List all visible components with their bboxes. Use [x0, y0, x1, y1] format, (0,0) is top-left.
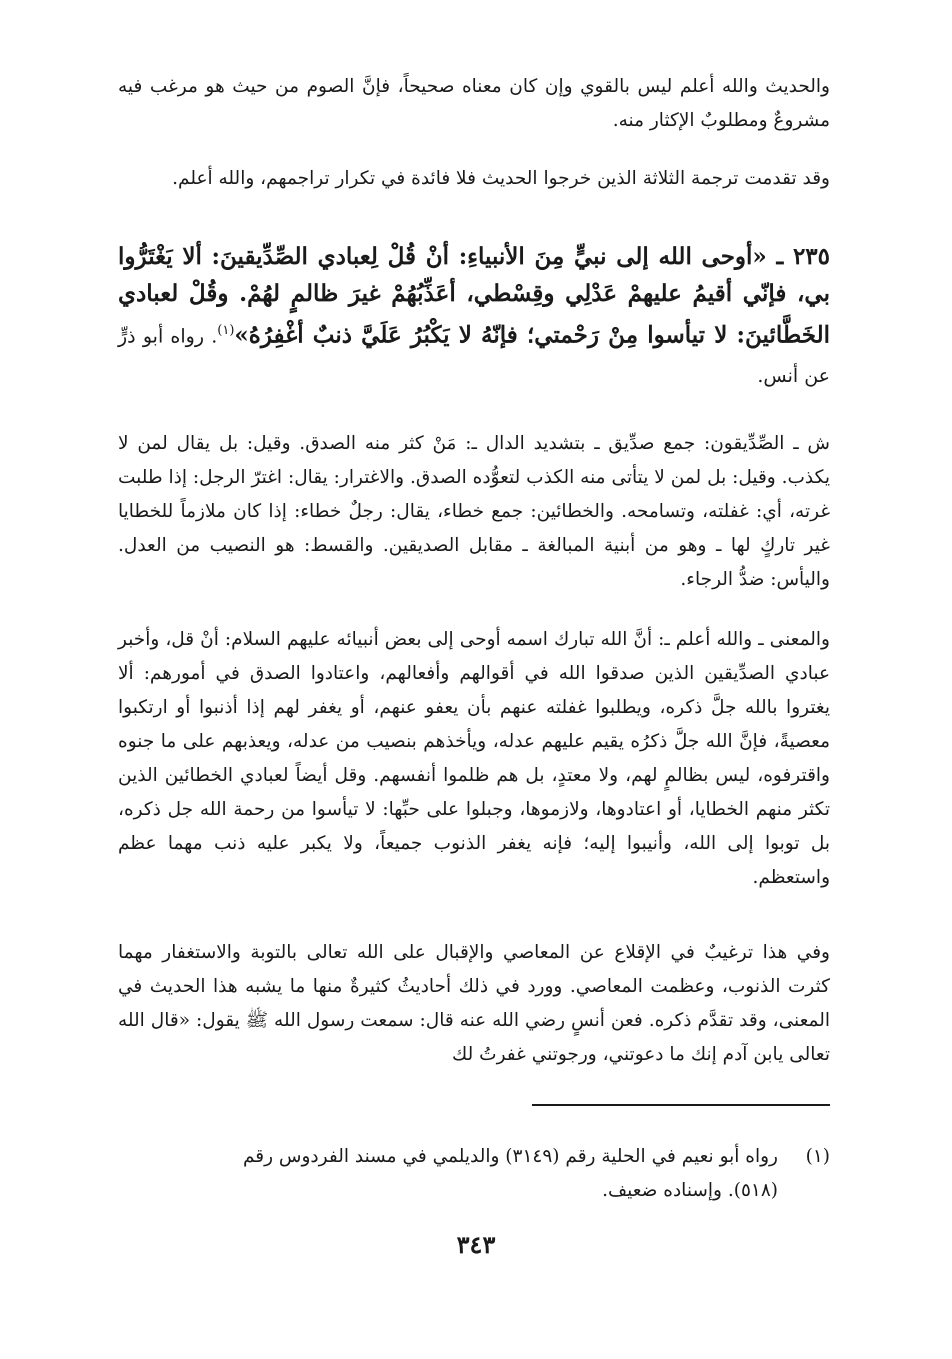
footnote-line-2: (٥١٨). وإسناده ضعيف.: [602, 1180, 778, 1201]
page-number: ٣٤٣: [456, 1230, 496, 1259]
hadith-number: ٢٣٥ ـ: [776, 243, 830, 270]
paragraph-hadith-grading: والحديث والله أعلم ليس بالقوي وإن كان معناه صحيحاً، فإنَّ الصوم من حيث هو مرغب فيه مشروعٌ ومطلوبٌ الإكثار منه.: [118, 76, 830, 131]
footnote-reference: (١): [217, 323, 235, 338]
footnote-line-1: رواه أبو نعيم في الحلية رقم (٣١٤٩) والديلمي في مسند الفردوس رقم: [242, 1146, 778, 1167]
paragraph-encouragement: وفي هذا ترغيبٌ في الإقلاع عن المعاصي والإقبال على الله تعالى بالتوبة والاستغفار مهما كثرت الذنوب، وعظمت المعاصي. وورد في ذلك أحاديثُ كثيرةٌ منها ما يشبه هذا الحديث في المعنى، وقد تقدَّم ذكره. فعن أنسٍ رضي الله عنه قال: سمعت رسول الله ﷺ يقول: «قال الله تعالى يابن آدم إنك ما دعوتني، ورجوتني غفرتُ لك: [118, 942, 830, 1065]
footnote: [118, 1140, 830, 1208]
hadith-source: . رواه أبو ذرٍّ عن أنس.: [118, 325, 830, 387]
paragraph-explanation: ش ـ الصِّدِّيقون: جمع صدِّيق ـ بتشديد الدال ـ: مَنْ كثر منه الصدق. وقيل: بل يقال لمن لا يكذب. وقيل: بل لمن لا يتأتى منه الكذب لتعوُّده الصدق. والاغترار: يقال: اغترّ الرجل: إذا طلبت غرته، أي: غفلته، وتسامحه. والخطائين: جمع خطاء، يقال: رجلٌ خطاء: إذا كان ملازماً للخطايا غير تاركٍ لها ـ وهو من أبنية المبالغة ـ مقابل الصديقين. والقسط: هو النصيب من العدل. واليأس: ضدُّ الرجاء.: [118, 433, 830, 590]
paragraph-narrators-note: وقد تقدمت ترجمة الثلاثة الذين خرجوا الحديث فلا فائدة في تكرار تراجمهم، والله أعلم.: [172, 168, 830, 189]
footnote-divider: [532, 1104, 830, 1106]
hadith-235: [118, 238, 830, 395]
footnote-number: (١): [805, 1146, 830, 1167]
hadith-text: «أوحى الله إلى نبيٍّ مِنَ الأنبياءِ: أنْ قُلْ لِعبادي الصِّدِّيقينَ: ألا يَغْتَرُّوا بي، فإنّي أقيمُ عليهمْ عَدْلِي وقِسْطي، أعَذِّبُهُمْ غيرَ ظالمٍ لهُمْ. وقُلْ لعبادي الخَطَّائينَ: لا تيأسوا مِنْ رَحْمتي؛ فإنّهُ لا يَكْبُرُ عَلَيَّ ذنبٌ أغْفِرُهُ»: [118, 243, 831, 349]
paragraph-meaning: والمعنى ـ والله أعلم ـ: أنَّ الله تبارك اسمه أوحى إلى بعض أنبيائه عليهم السلام: أنْ قل، وأخبر عبادي الصدِّيقين الذين صدقوا الله في أقوالهم وأفعالهم، واعتادوا الصدق في أمورهم: ألا يغتروا بالله جلَّ ذكره، ويطلبوا غفلته عنهم بأن يعفو عنهم، أو يغفر لهم إذا أذنبوا أو ارتكبوا معصيةً، فإنَّ الله جلَّ ذكرُه يقيم عليهم عدله، ويأخذهم بنصيب من عدله، ويعذبهم على ما جنوه واقترفوه، ليس بظالمٍ لهم، ولا معتدٍ، بل هم ظلموا أنفسهم. وقل أيضاً لعبادي الخطائين الذين تكثر منهم الخطايا، أو اعتادوها، ولازموها، وجبلوا على حبِّها: لا تيأسوا من رحمة الله جل ذكره، بل توبوا إلى الله، وأنيبوا إليه؛ فإنه يغفر الذنوب جميعاً، ولا يكبر عليه ذنب مهما عظم واستعظم.: [118, 629, 830, 888]
